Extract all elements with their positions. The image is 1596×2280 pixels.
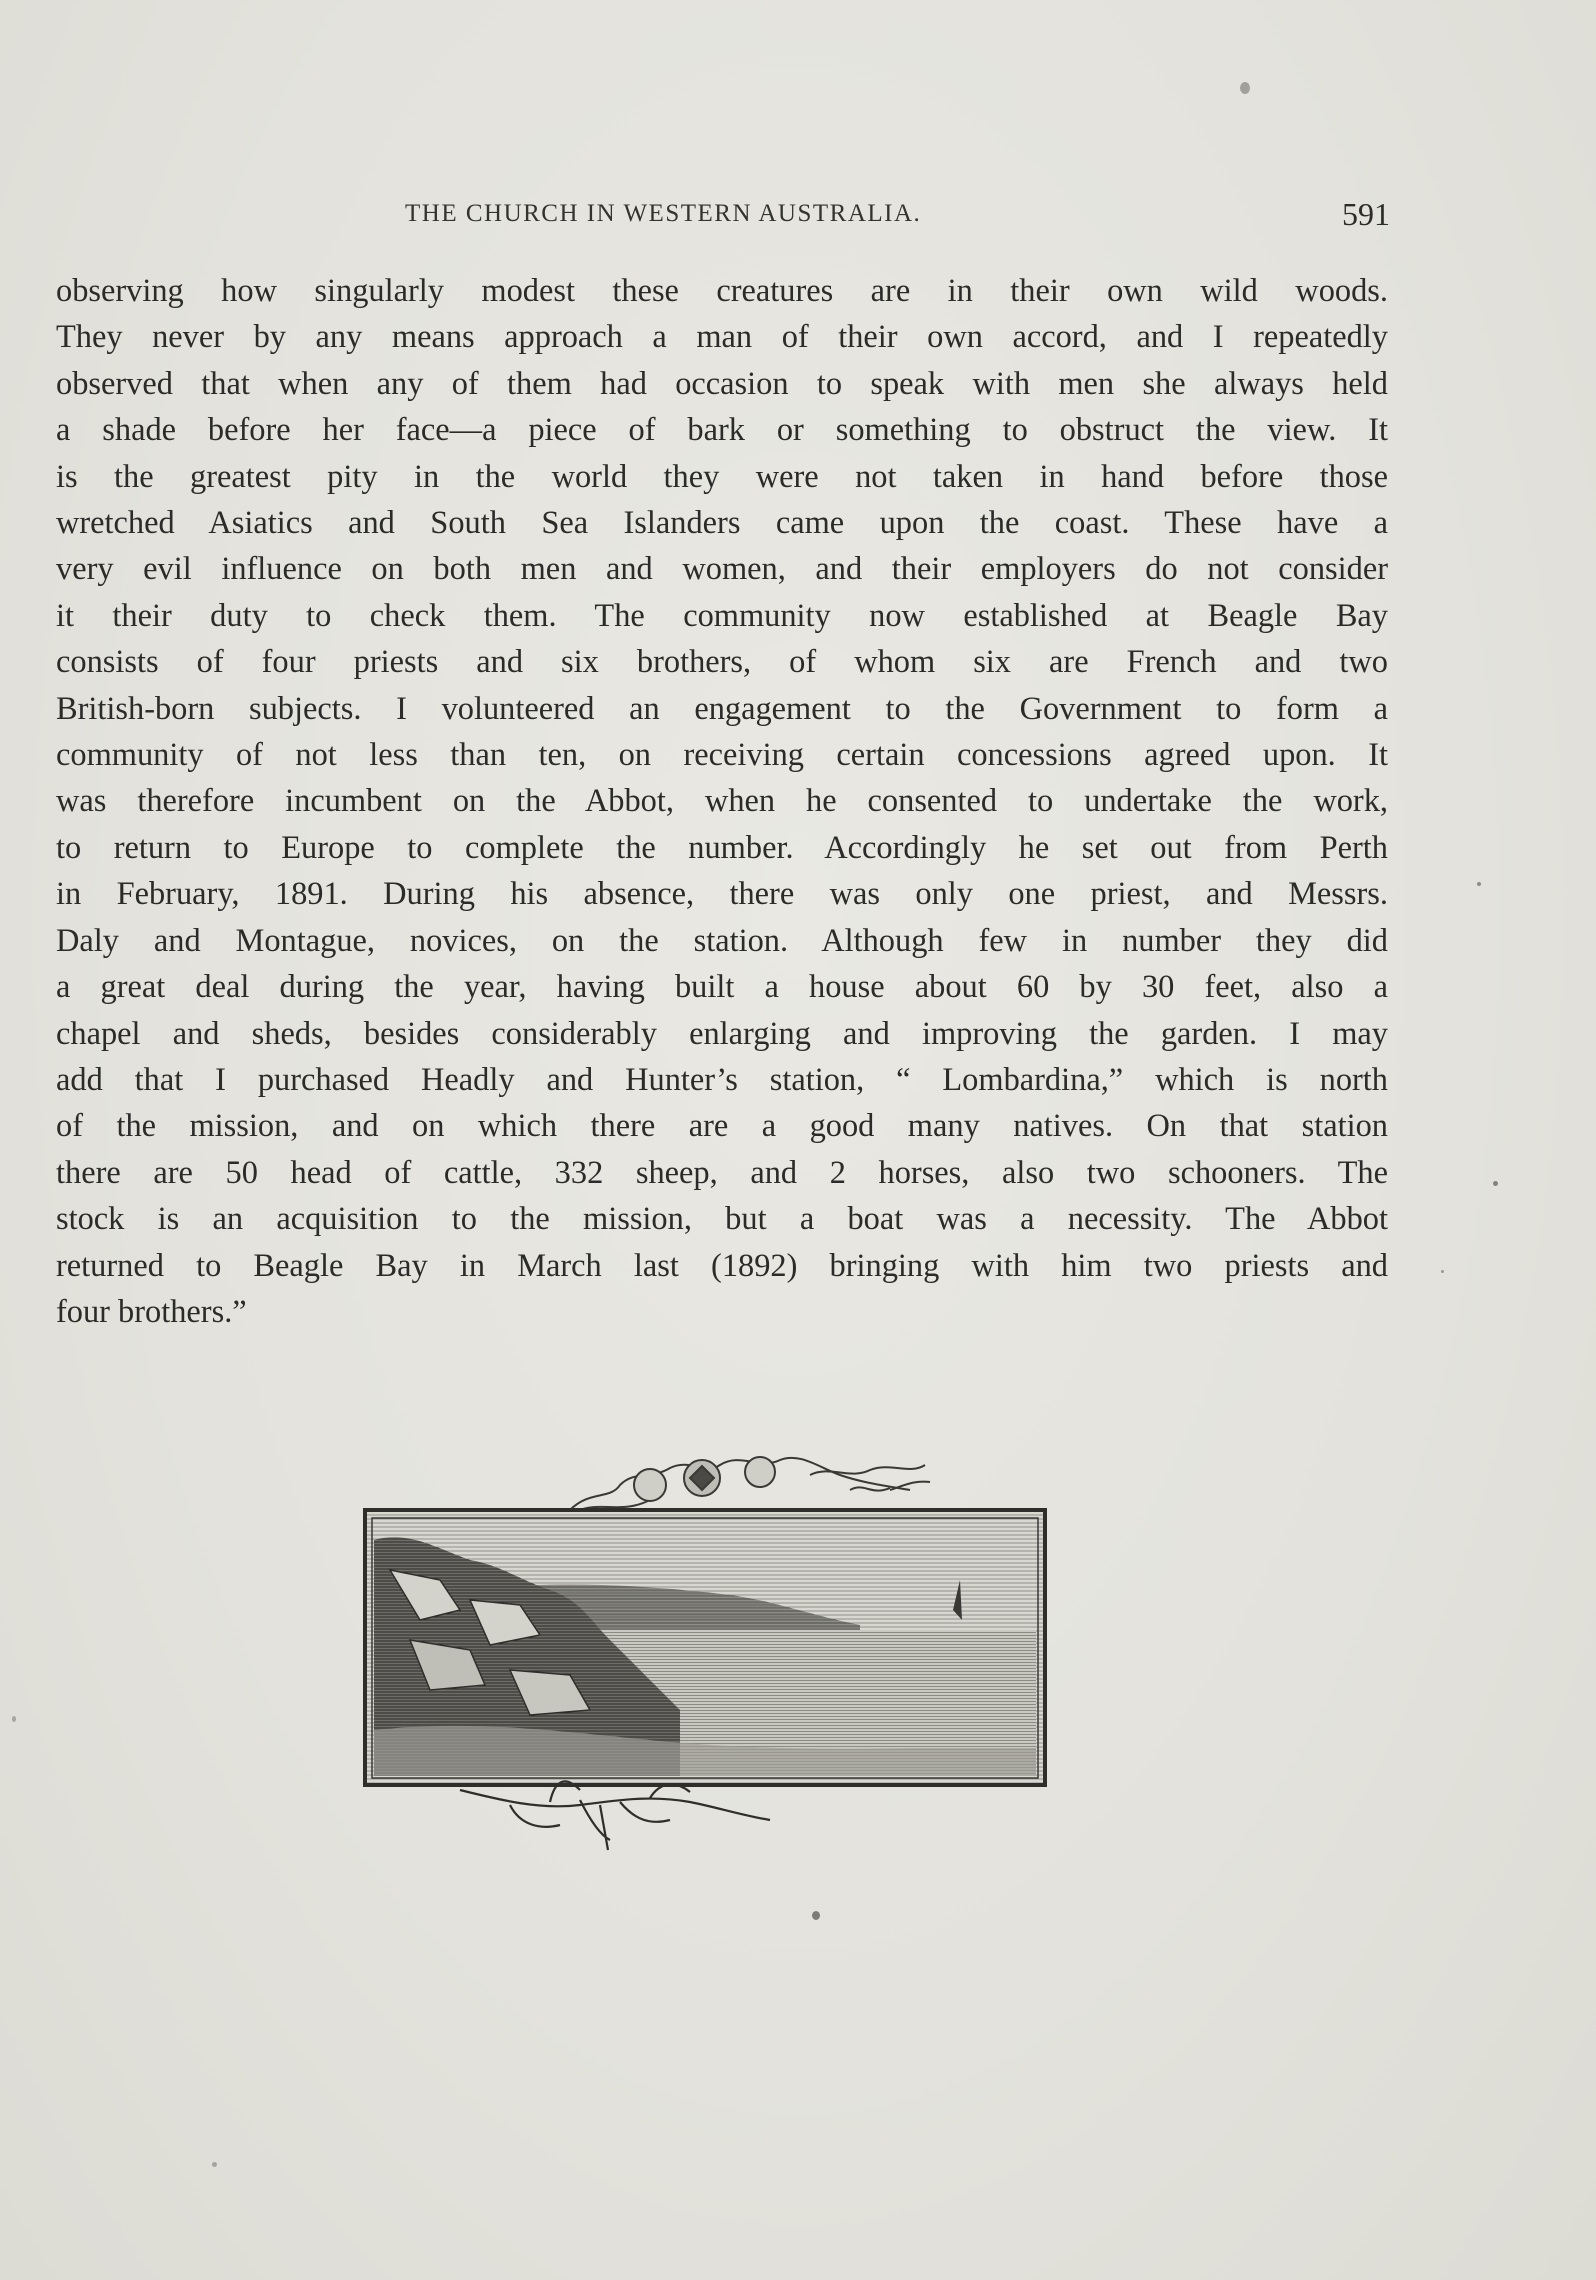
text-line: a great deal during the year, having built a house about 60 by 30 feet, also a	[56, 969, 1388, 1006]
text-line: add that I purchased Headly and Hunter’s station, “ Lombardina,” which is north	[56, 1061, 1388, 1098]
text-line: They never by any means approach a man of their own accord, and I repeatedly	[56, 319, 1388, 356]
landscape-frame	[365, 1510, 1045, 1785]
text-line: to return to Europe to complete the number. Accordingly he set out from Perth	[56, 829, 1388, 866]
body-paragraph	[56, 268, 1388, 1335]
text-line: of the mission, and on which there are a good many natives. On that station	[56, 1108, 1388, 1145]
running-title: THE CHURCH IN WESTERN AUSTRALIA.	[405, 200, 922, 227]
text-line: community of not less than ten, on receiving certain concessions agreed upon. It	[56, 737, 1388, 774]
paper-speck	[1240, 82, 1250, 94]
coastal-landscape-vignette	[350, 1430, 1060, 1860]
text-line: stock is an acquisition to the mission, but a boat was a necessity. The Abbot	[56, 1201, 1388, 1238]
text-line: it their duty to check them. The community now established at Beagle Bay	[56, 597, 1388, 634]
floral-ornament-top	[570, 1457, 930, 1512]
text-line: is the greatest pity in the world they were not taken in hand before those	[56, 458, 1388, 495]
text-line: in February, 1891. During his absence, there was only one priest, and Messrs.	[56, 876, 1388, 913]
paper-speck	[1493, 1181, 1498, 1186]
paper-speck	[1441, 1270, 1444, 1273]
text-line: chapel and sheds, besides considerably enlarging and improving the garden. I may	[56, 1015, 1388, 1052]
text-line: wretched Asiatics and South Sea Islanders came upon the coast. These have a	[56, 505, 1388, 542]
text-line: was therefore incumbent on the Abbot, when he consented to undertake the work,	[56, 783, 1388, 820]
paper-speck	[1477, 882, 1481, 886]
paper-speck	[12, 1716, 16, 1722]
page-number: 591	[1342, 196, 1390, 232]
text-line: four brothers.”	[56, 1293, 247, 1330]
text-line: there are 50 head of cattle, 332 sheep, and 2 horses, also two schooners. The	[56, 1154, 1388, 1191]
paper-speck	[212, 2162, 217, 2167]
text-line: observing how singularly modest these creatures are in their own wild woods.	[56, 273, 1388, 309]
text-line: a shade before her face—a piece of bark or something to obstruct the view. It	[56, 412, 1388, 449]
text-line: British-born subjects. I volunteered an engagement to the Government to form a	[56, 690, 1388, 727]
text-line: returned to Beagle Bay in March last (1892) bringing with him two priests and	[56, 1247, 1388, 1284]
running-head	[60, 196, 1390, 236]
text-line: observed that when any of them had occasion to speak with men she always held	[56, 365, 1388, 402]
paper-speck	[812, 1911, 820, 1920]
text-line: consists of four priests and six brothers, of whom six are French and two	[56, 644, 1388, 681]
text-line: very evil influence on both men and women, and their employers do not consider	[56, 551, 1388, 588]
text-line: Daly and Montague, novices, on the station. Although few in number they did	[56, 922, 1388, 959]
floral-ornament-bottom	[460, 1781, 770, 1850]
